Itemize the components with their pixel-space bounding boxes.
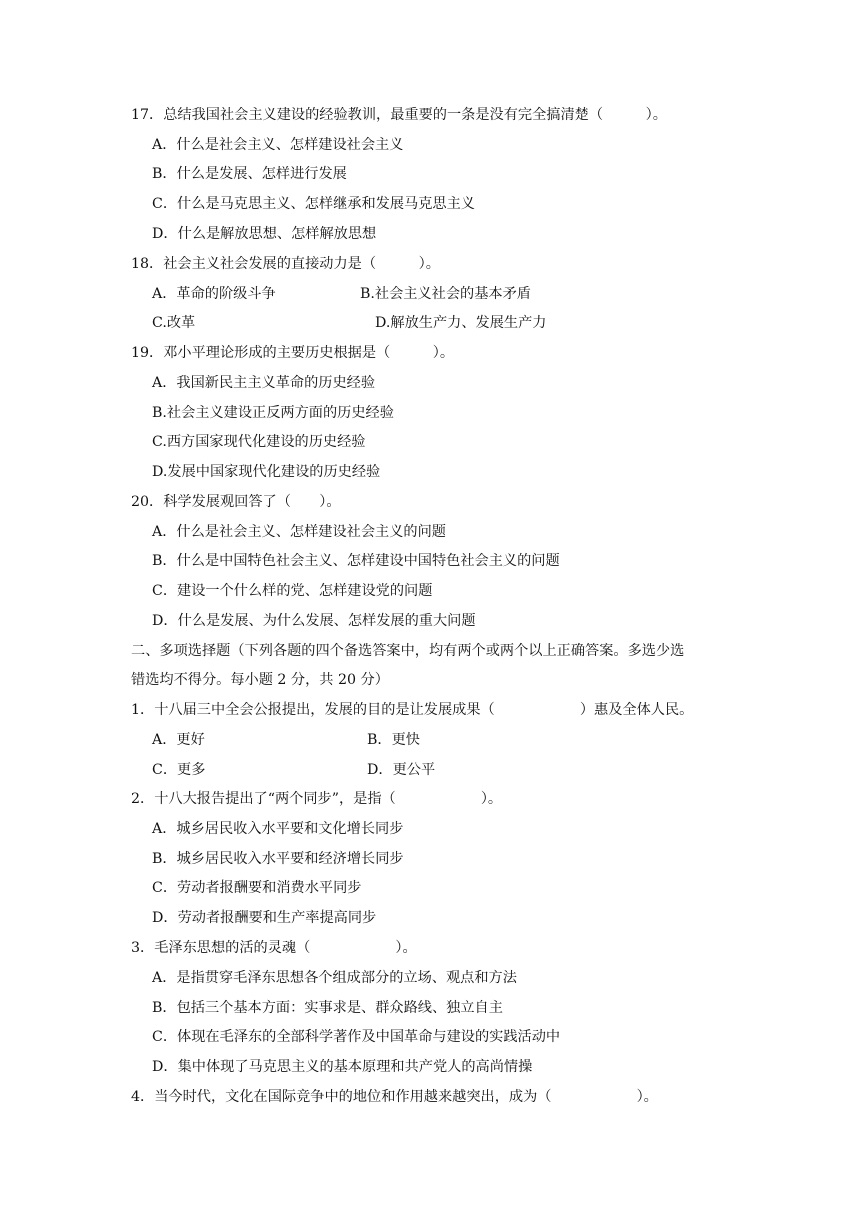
question-17-stem: 17．总结我国社会主义建设的经验教训，最重要的一条是没有完全搞清楚（ ）。: [131, 107, 667, 123]
question-20-option-d: D．什么是发展、为什么发展、怎样发展的重大问题: [152, 613, 476, 629]
question-17-option-b: B．什么是发展、怎样进行发展: [152, 166, 347, 182]
question-19-option-a: A．我国新民主主义革命的历史经验: [152, 375, 376, 391]
multi-question-3-option-a: A．是指贯穿毛泽东思想各个组成部分的立场、观点和方法: [152, 970, 517, 986]
multi-question-2-option-a: A．城乡居民收入水平要和文化增长同步: [152, 821, 404, 837]
multi-question-2-option-b: B．城乡居民收入水平要和经济增长同步: [152, 851, 404, 867]
question-18-option-a: A．革命的阶级斗争: [152, 286, 276, 302]
multi-question-4-stem: 4．当今时代，文化在国际竞争中的地位和作用越来越突出，成为（ ）。: [131, 1089, 658, 1105]
multi-question-3-option-b: B．包括三个基本方面：实事求是、群众路线、独立自主: [152, 1000, 503, 1016]
question-18-option-d: D.解放生产力、发展生产力: [375, 315, 547, 331]
question-18-option-c: C.改革: [152, 315, 196, 331]
multi-question-2-option-d: D．劳动者报酬要和生产率提高同步: [152, 910, 377, 926]
question-18-option-b: B.社会主义社会的基本矛盾: [360, 286, 531, 302]
question-19-option-b: B.社会主义建设正反两方面的历史经验: [152, 405, 394, 421]
multi-question-1-option-b: B．更快: [367, 732, 420, 748]
multi-question-3-option-c: C．体现在毛泽东的全部科学著作及中国革命与建设的实践活动中: [152, 1029, 561, 1045]
question-18-stem: 18．社会主义社会发展的直接动力是（ ）。: [131, 256, 440, 272]
question-20-option-a: A．什么是社会主义、怎样建设社会主义的问题: [152, 524, 446, 540]
multi-question-1-option-d: D．更公平: [367, 762, 436, 778]
multi-question-3-option-d: D．集中体现了马克思主义的基本原理和共产党人的高尚情操: [152, 1059, 533, 1075]
question-17-option-c: C．什么是马克思主义、怎样继承和发展马克思主义: [152, 196, 475, 212]
question-19-option-c: C.西方国家现代化建设的历史经验: [152, 434, 366, 450]
multi-question-2-option-c: C．劳动者报酬要和消费水平同步: [152, 880, 362, 896]
question-20-option-c: C．建设一个什么样的党、怎样建设党的问题: [152, 583, 433, 599]
multi-question-2-stem: 2．十八大报告提出了“两个同步”，是指（ ）。: [131, 791, 503, 807]
question-19-stem: 19．邓小平理论形成的主要历史根据是（ ）。: [131, 345, 455, 361]
question-19-option-d: D.发展中国家现代化建设的历史经验: [152, 464, 381, 480]
question-17-option-a: A．什么是社会主义、怎样建设社会主义: [152, 137, 404, 153]
question-17-option-d: D．什么是解放思想、怎样解放思想: [152, 226, 377, 242]
question-20-option-b: B．什么是中国特色社会主义、怎样建设中国特色社会主义的问题: [152, 553, 560, 569]
section-2-heading-line-2: 错选均不得分。每小题 2 分，共 20 分）: [131, 672, 389, 688]
multi-question-1-stem: 1．十八届三中全会公报提出，发展的目的是让发展成果（ ）惠及全体人民。: [131, 702, 694, 718]
section-2-heading-line-1: 二、多项选择题（下列各题的四个备选答案中，均有两个或两个以上正确答案。多选少选: [131, 643, 685, 659]
question-20-stem: 20．科学发展观回答了（ ）。: [131, 494, 341, 510]
multi-question-1-option-c: C．更多: [152, 762, 206, 778]
multi-question-3-stem: 3．毛泽东思想的活的灵魂（ ）。: [131, 940, 417, 956]
multi-question-1-option-a: A．更好: [152, 732, 205, 748]
